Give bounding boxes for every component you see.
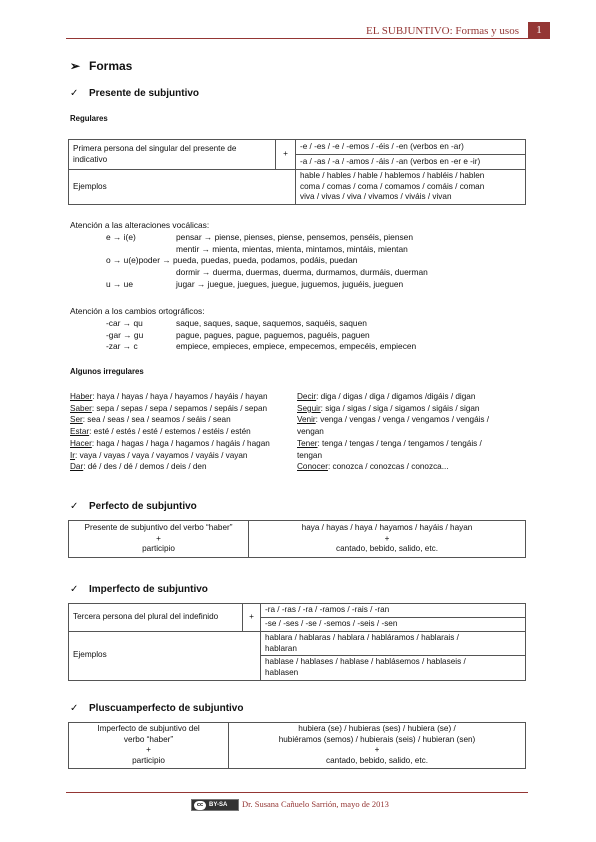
cell-formation: Imperfecto de subjuntivo del verbo “haber” + participio [69,723,229,769]
creative-commons-badge-icon: cc BY-SA [191,799,239,811]
section-title: Formas [89,59,133,73]
orthographic-title: Atención a los cambios ortográficos: [70,306,205,316]
cell-endings-er-ir: -a / -as / -a / -amos / -áis / -an (verbos en -er e -ir) [296,155,526,170]
check-icon: ✓ [70,501,79,512]
cell-ejemplo-se: hablase / hablases / hablase / hablásemos / hablaseis / hablasen [261,656,526,680]
cell-label: Primera persona del singular del presente de indicativo [69,140,276,170]
cell-endings-ar: -e / -es / -e / -emos / -éis / -en (verbos en -ar) [296,140,526,155]
check-icon: ✓ [70,703,79,714]
irregular-item: tengan [297,450,323,460]
subheading-regulares: Regulares [70,114,108,123]
heading-pluscuamperfecto: ✓ Pluscuamperfecto de subjuntivo [70,703,244,714]
subheading-irregulares: Algunos irregulares [70,367,144,376]
cell-ejemplos-label: Ejemplos [69,632,261,681]
heading-presente: ✓ Presente de subjuntivo [70,88,200,99]
irregular-column-right [297,391,489,473]
header-rule [66,38,528,39]
irregular-item: Conocer: conozca / conozcas / conozca... [297,462,449,472]
irregular-item: Ir: vaya / vayas / vaya / vayamos / vayáis / vayan [70,450,248,460]
cell-plus: + [276,140,296,170]
cell-formation: Presente de subjuntivo del verbo “haber” + participio [69,521,249,558]
table-pluscuamperfecto [68,722,526,769]
cell-endings-se: -se / -ses / -se / -semos / -seis / -sen [261,618,526,632]
orthographic-row: -gar → gu pague, pagues, pague, paguemos, paguéis, paguen [106,329,370,340]
footer-author: Dr. Susana Cañuelo Sarrión, mayo de 2013 [242,799,389,809]
heading-perfecto: ✓ Perfecto de subjuntivo [70,501,197,512]
irregular-item: Haber: haya / hayas / haya / hayamos / hayáis / hayan [70,392,268,401]
irregular-item: Dar: dé / des / dé / demos / deis / den [70,462,207,472]
vocalic-title: Atención a las alteraciones vocálicas: [70,220,210,230]
irregular-item: Ser: sea / seas / sea / seamos / seáis / sean [70,415,231,425]
vocalic-row: mentir → mienta, mientas, mienta, mintamos, mintáis, mientan [176,243,408,254]
cell-endings-ra: -ra / -ras / -ra / -ramos / -rais / -ran [261,604,526,618]
cell-forms: haya / hayas / haya / hayamos / hayáis / hayan + cantado, bebido, salido, etc. [249,521,526,558]
orthographic-row: -zar → c empiece, empieces, empiece, empecemos, empecéis, empiecen [106,341,417,352]
irregular-item: Estar: esté / estés / esté / estemos / estéis / estén [70,427,251,437]
table-perfecto [68,520,526,558]
table-imperfecto [68,603,526,681]
vocalic-row: o → u(e)poder → pueda, puedas, pueda, podamos, podáis, puedan [106,255,358,266]
check-icon: ✓ [70,584,79,595]
irregular-item: vengan [297,427,324,437]
irregular-item: Hacer: haga / hagas / haga / hagamos / hagáis / hagan [70,438,270,448]
irregular-item: Saber: sepa / sepas / sepa / sepamos / sepáis / sepan [70,403,268,413]
page-number: 1 [528,22,550,39]
check-icon: ✓ [70,88,79,99]
cell-ejemplos-label: Ejemplos [69,170,296,205]
table-presente-regulares [68,139,526,205]
cell-ejemplos: hable / hables / hable / hablemos / habléis / hablen coma / comas / coma / comamos / comáis / coman viva / vivas / viva / vivamos / viváis / vivan [296,170,526,205]
cell-forms: hubiera (se) / hubieras (ses) / hubiera (se) / hubiéramos (semos) / hubierais (seis) / hubieran (sen) + cantado, bebido, salido, etc. [229,723,526,769]
irregular-item: Decir: diga / digas / diga / digamos /digáis / digan [297,392,476,401]
heading-imperfecto: ✓ Imperfecto de subjuntivo [70,584,208,595]
vocalic-row: e → i(e) pensar → piense, pienses, piense, pensemos, penséis, piensen [106,231,413,242]
irregular-item: Seguir: siga / sigas / siga / sigamos / sigáis / sigan [297,403,480,413]
footer-rule [66,792,528,793]
cell-label: Tercera persona del plural del indefinido [69,604,243,632]
vocalic-changes [70,220,530,291]
vocalic-row: u → ue jugar → juegue, juegues, juegue, juguemos, juguéis, jueguen [106,278,404,289]
page-header [0,22,596,42]
arrow-bullet-icon: ➢ [70,59,81,73]
orthographic-changes [70,306,530,353]
section-formas [70,59,132,75]
orthographic-row: -car → qu saque, saques, saque, saquemos, saquéis, saquen [106,317,367,328]
irregular-item: Venir: venga / vengas / venga / vengamos / vengáis / [297,415,490,425]
header-title: EL SUBJUNTIVO: Formas y usos [366,25,519,37]
cell-ejemplo-ra: hablara / hablaras / hablara / habláramos / hablarais / hablaran [261,632,526,656]
irregular-item: Tener: tenga / tengas / tenga / tengamos / tengáis / [297,438,482,448]
irregular-column-left [70,391,270,473]
vocalic-row: dormir → duerma, duermas, duerma, durmamos, durmáis, duerman [176,267,428,278]
cell-plus: + [243,604,261,632]
